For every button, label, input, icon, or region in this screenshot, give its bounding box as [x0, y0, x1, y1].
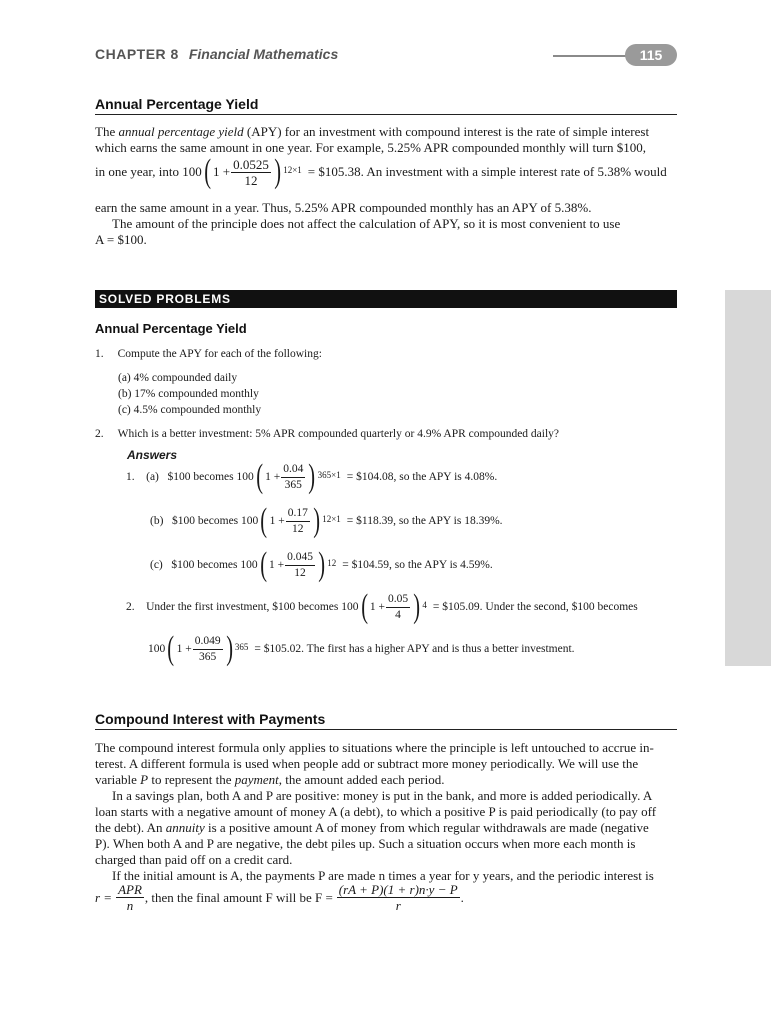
paren-right: ) [225, 630, 233, 667]
answer-prefix: (c) $100 becomes 100 [150, 559, 258, 571]
section-rule [95, 114, 677, 115]
eq-one-plus: 1 + [269, 515, 285, 527]
term-payment: payment [234, 772, 279, 787]
eq-one-plus: 1 + [268, 559, 285, 571]
fraction [281, 462, 305, 493]
apy-para1-line4: earn the same amount in a year. Thus, 5.25% APR compounded monthly has an APY of 5.38%. [95, 200, 592, 215]
eq-one-plus: 1 + [176, 643, 192, 655]
apy-para2-line2: A = $100. [95, 232, 147, 247]
var-p: P [140, 772, 149, 787]
question-number: 1. [95, 348, 104, 360]
apy-para2-line1: The amount of the principle does not affect the calculation of APY, so it is most convenient to use [112, 216, 621, 231]
answer-prefix: (b) $100 becomes 100 [150, 515, 259, 527]
cip-para1-line3 [95, 772, 444, 788]
paren-left: ( [259, 546, 267, 583]
cip-para1-line1: The compound interest formula only applies to situations where the principle is left untouched to accrue in- [95, 740, 654, 755]
cip-para3-line1: If the initial amount is A, the payments P are made n times a year for y years, and the periodic interest is [112, 868, 654, 883]
fraction-denominator: 4 [395, 608, 401, 621]
fraction-denominator: 12 [294, 566, 306, 579]
cip-para2-line3 [95, 820, 649, 836]
paren-right: ) [308, 458, 316, 495]
page-number: 115 [625, 44, 677, 66]
paren-left: ( [256, 458, 263, 495]
exponent: 4 [422, 600, 427, 610]
fraction [337, 882, 460, 913]
cip-para1-line2: terest. A different formula is used when people add or subtract more money periodically. We will use the [95, 756, 639, 771]
fraction [285, 550, 315, 581]
banner-label: SOLVED PROBLEMS [99, 292, 231, 306]
paren-left: ( [167, 630, 175, 667]
text-run: The [95, 124, 119, 139]
question-2 [95, 426, 559, 442]
exponent: 12×1 [322, 514, 341, 524]
eq-suffix: = $105.38. An investment with a simple interest rate of 5.38% would [307, 164, 667, 179]
section-heading-apy: Annual Percentage Yield [95, 96, 259, 112]
final-amount-formula [95, 882, 464, 913]
running-header [95, 46, 338, 62]
apy-para1-line2: which earns the same amount in one year. For example, 5.25% APR compounded monthly will turn $100, [95, 140, 646, 155]
solved-problems-banner [95, 290, 677, 308]
paren-left: ( [203, 153, 211, 190]
answer-prefix: 2. Under the first investment, $100 becomes 100 [126, 601, 359, 613]
fraction-denominator: 12 [244, 172, 258, 188]
fraction [286, 506, 310, 537]
question-1-part-b: (b) 17% compounded monthly [118, 388, 259, 400]
side-thumb-tab [725, 290, 771, 666]
fraction-denominator: n [126, 898, 134, 913]
paren-left: ( [360, 588, 368, 625]
answer-prefix: 100 [148, 643, 166, 655]
exponent: 12 [327, 558, 337, 568]
fraction-denominator: 12 [292, 522, 304, 535]
fraction-numerator: 0.05 [386, 592, 410, 608]
fraction [116, 882, 144, 913]
answer-2 [126, 590, 638, 624]
eq-one-plus: 1 + [369, 601, 385, 613]
fraction-denominator: 365 [284, 478, 302, 491]
section-heading-cip: Compound Interest with Payments [95, 711, 326, 727]
fraction [231, 157, 271, 188]
answer-result: = $104.08, so the APY is 4.08%. [346, 471, 498, 483]
fraction-numerator: (rA + P)(1 + r)n·y − P [338, 882, 458, 897]
exponent: 365×1 [317, 470, 341, 480]
fraction-numerator: 0.045 [285, 550, 315, 566]
fraction [193, 634, 223, 665]
formula-end: . [460, 889, 464, 905]
fraction-numerator: 0.04 [281, 462, 305, 478]
answer-1a [126, 460, 497, 494]
section-rule [95, 729, 677, 730]
apy-example-equation [95, 155, 667, 189]
question-1-part-a: (a) 4% compounded daily [118, 372, 238, 384]
question-1-part-c: (c) 4.5% compounded monthly [118, 404, 262, 416]
apy-para1-line1 [95, 124, 677, 140]
question-number: 2. [95, 428, 104, 440]
answer-1b [150, 504, 503, 538]
fraction-numerator: 0.049 [193, 634, 223, 650]
text-run: (APY) for an investment with compound interest is the rate of simple interest [243, 124, 650, 139]
formula-r: r = [95, 889, 113, 905]
formula-text: , then the final amount F will be F = [144, 889, 333, 905]
eq-one-plus: 1 + [213, 164, 231, 179]
cip-para2-line1: In a savings plan, both A and P are positive: money is put in the bank, and more is added periodically. A [112, 788, 653, 803]
answer-result: = $105.09. Under the second, $100 becomes [432, 601, 638, 613]
answer-result: = $118.39, so the APY is 18.39%. [346, 515, 503, 527]
eq-one-plus: 1 + [265, 471, 281, 483]
paren-left: ( [260, 502, 268, 539]
fraction-numerator: 0.0525 [233, 156, 269, 172]
exponent: 12×1 [283, 165, 302, 175]
fraction-denominator: r [395, 898, 401, 913]
paren-right: ) [318, 546, 326, 583]
answer-1c [150, 548, 493, 582]
cip-para2-line2: loan starts with a negative amount of money A (a debt), to which a positive P is paid periodically (to pay off [95, 804, 657, 819]
question-1 [95, 346, 322, 362]
paren-right: ) [313, 502, 320, 539]
answers-label: Answers [127, 448, 178, 462]
text-run: , the amount added each period. [278, 772, 445, 787]
chapter-label: CHAPTER 8 [95, 46, 179, 62]
text-run: is a positive amount A of money from which regular withdrawals are made (negative [204, 820, 649, 835]
question-text: Which is a better investment: 5% APR compounded quarterly or 4.9% APR compounded daily? [117, 428, 560, 440]
answer-prefix: 1. (a) $100 becomes 100 [126, 471, 254, 483]
fraction-numerator: APR [118, 882, 142, 897]
answer-result: = $105.02. The first has a higher APY and is thus a better investment. [254, 643, 575, 655]
text-run: variable [95, 772, 141, 787]
question-text: Compute the APY for each of the following: [117, 348, 322, 360]
cip-para2-line4: P). When both A and P are negative, the debt piles up. Such a situation occurs when more each month is [95, 836, 636, 851]
fraction [386, 592, 410, 623]
exponent: 365 [234, 642, 249, 652]
term-apy: annual percentage yield [118, 124, 244, 139]
paren-right: ) [274, 153, 281, 190]
answer-2-continued [148, 632, 575, 666]
term-annuity: annuity [165, 820, 205, 835]
cip-para2-line5: charged than paid off on a credit card. [95, 852, 293, 867]
chapter-subtitle: Financial Mathematics [188, 46, 339, 62]
answer-result: = $104.59, so the APY is 4.59%. [342, 559, 493, 571]
eq-prefix: in one year, into 100 [95, 164, 202, 179]
text-run: the debt). An [95, 820, 166, 835]
paren-right: ) [413, 588, 421, 625]
fraction-numerator: 0.17 [286, 506, 310, 522]
text-run: to represent the [148, 772, 235, 787]
fraction-denominator: 365 [199, 650, 217, 663]
header-rule [553, 55, 633, 57]
solved-subheading: Annual Percentage Yield [95, 321, 247, 336]
